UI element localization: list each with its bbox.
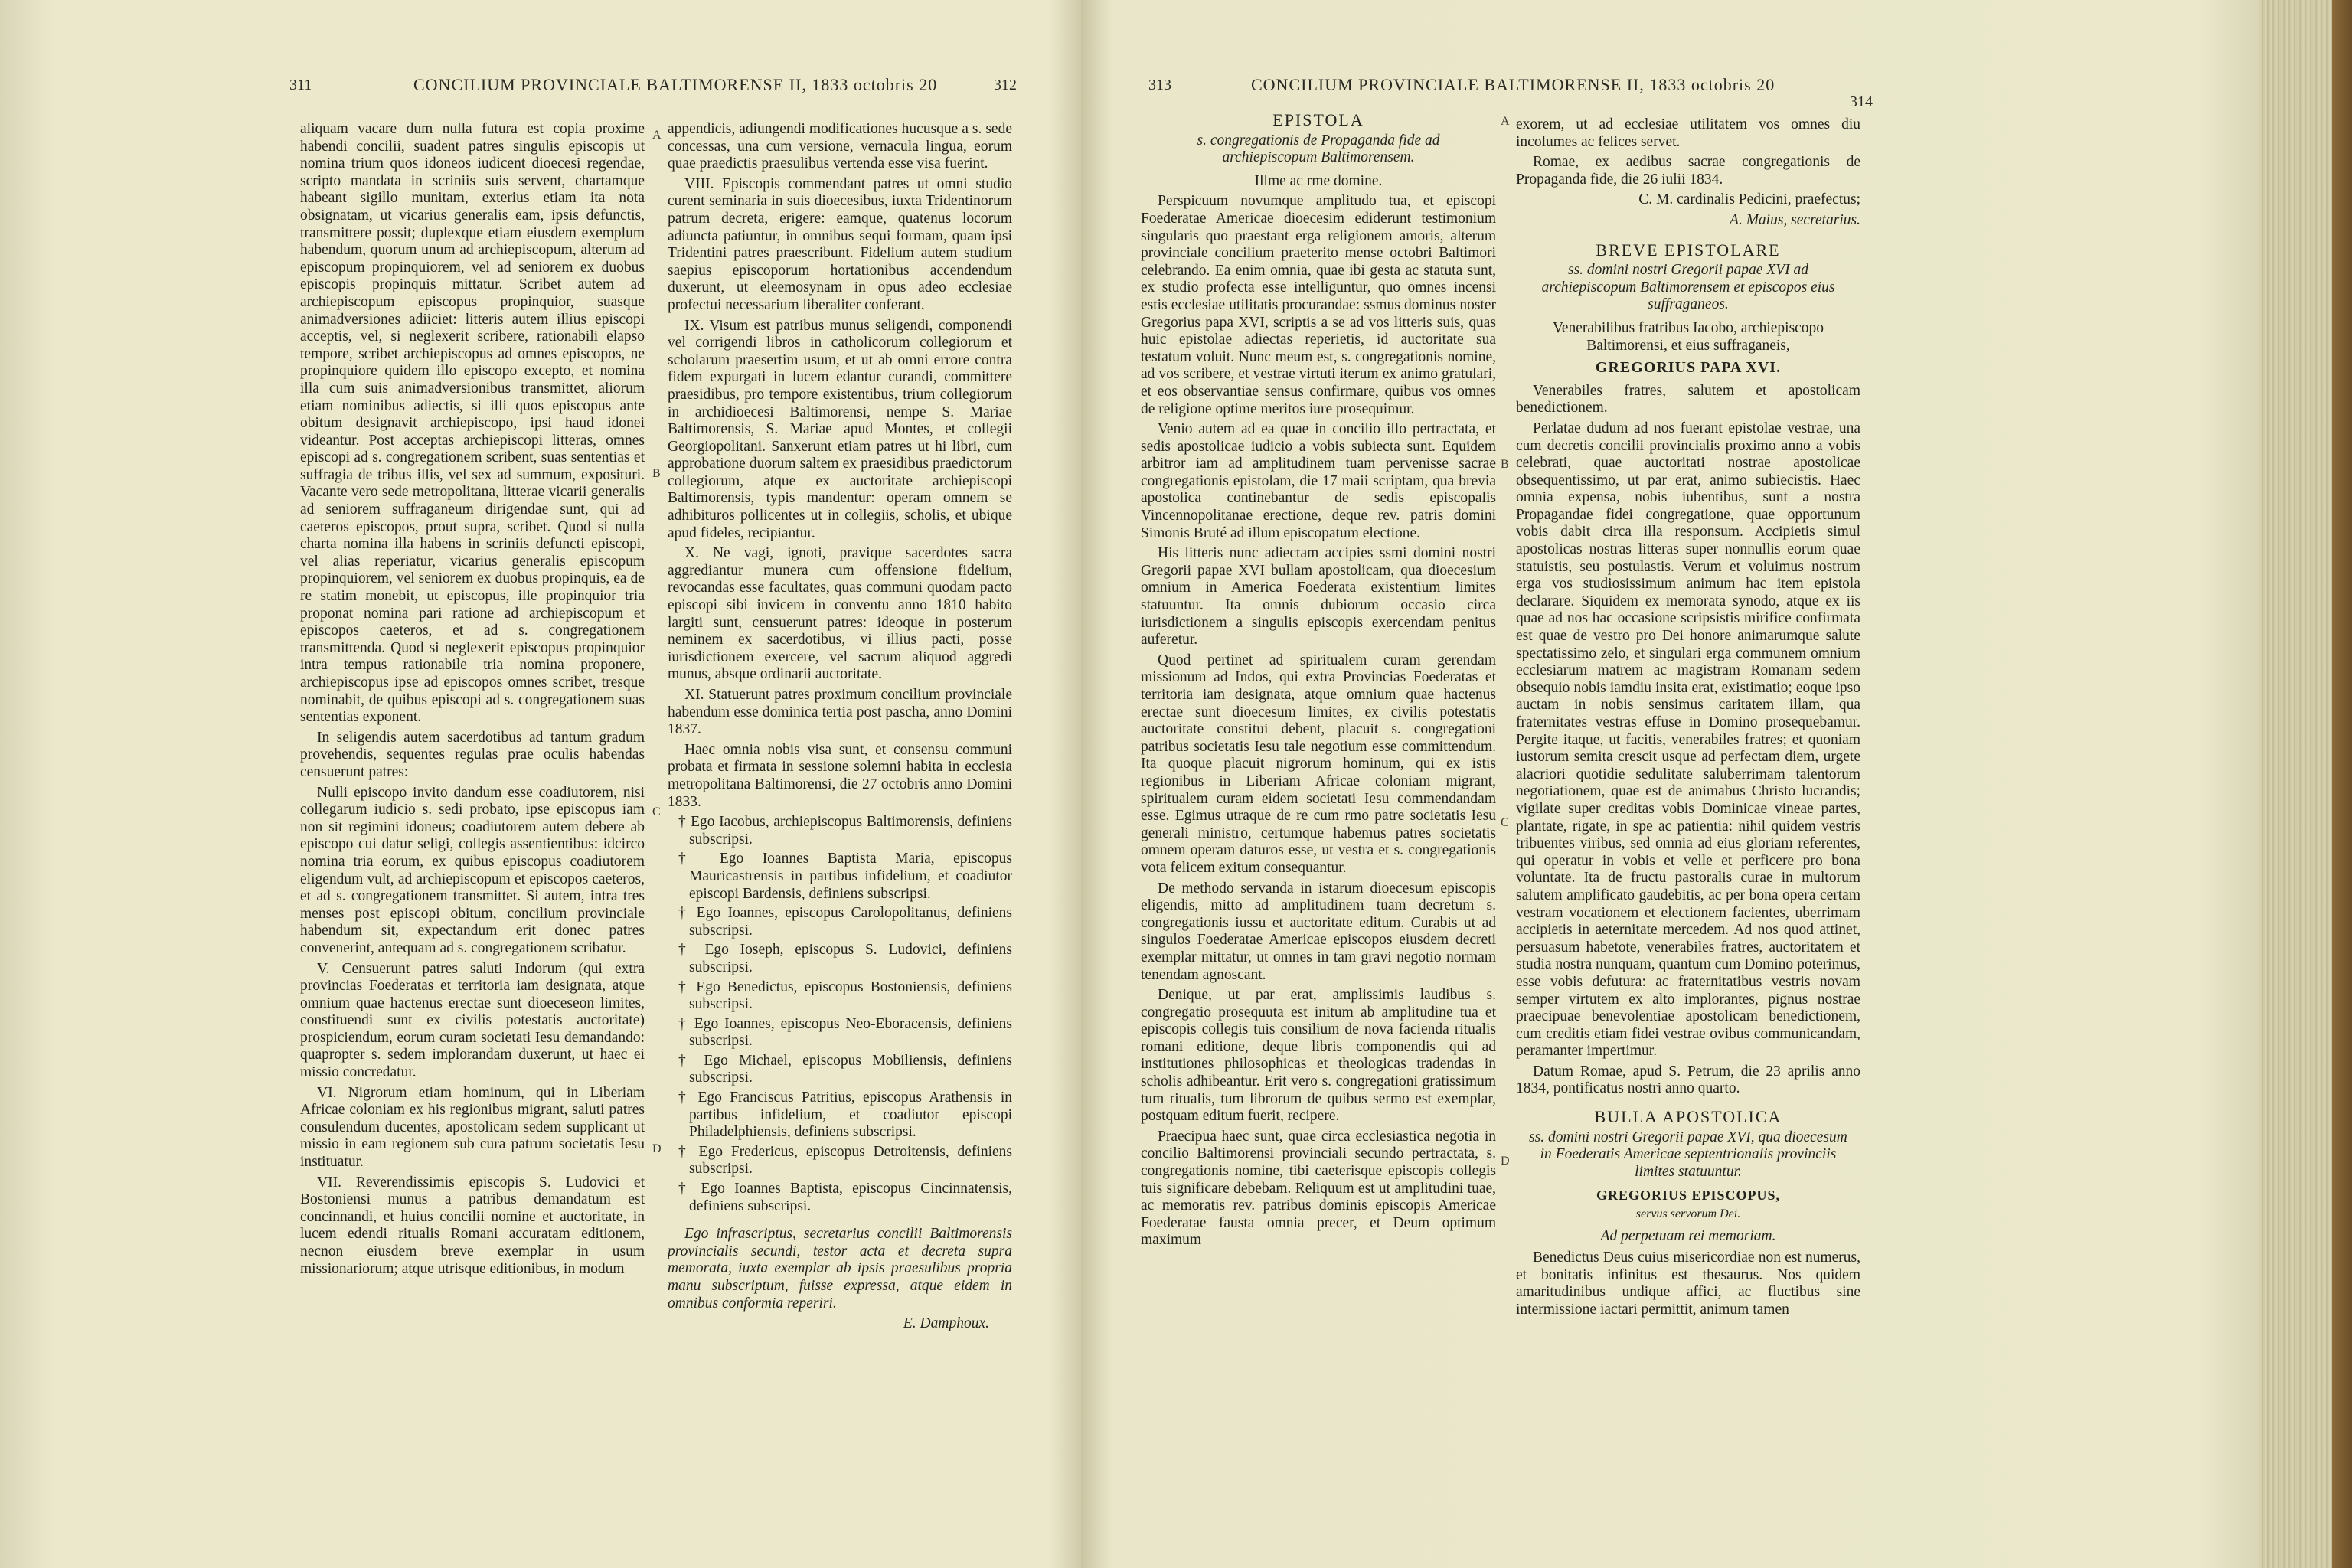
margin-letter: D bbox=[1501, 1155, 1510, 1168]
pope-heading: GREGORIUS PAPA XVI. bbox=[1595, 359, 1782, 377]
attestation: Ego infrascriptus, secretarius concilii Baltimorensis provincialis secundi, testor acta et decreta supra memorata, iuxta exemplar ab ipsis praesulibus propria manu subscriptum, fuisse expressa, atque eidem in omnibus conformia reperiri. bbox=[668, 1226, 1012, 1312]
paragraph: Denique, ut par erat, amplissimis laudibus s. congregatio prosequuta est initum ab amplitudine tua et episcopis collegis tuis consilium de nova facienda ritualis romani editione, deque libris componendis qui ad institutiones philosophicas et theologicas tradendas in scholis adhibeantur. Erit vero s. congregationi gratissimum tum ritualis, tum librorum de quibus sermo est exemplar, postquam editum fuerit, recipere. bbox=[1141, 987, 1496, 1125]
margin-letter: A bbox=[1501, 115, 1510, 128]
signature-line: † Ego Iacobus, archiepiscopus Baltimorensis, definiens subscripsi. bbox=[678, 814, 1012, 848]
paragraph: Benedictus Deus cuius misericordiae non est numerus, et bonitatis infinitus est thesaurus. Nos quidem amaritudinibus undique affici, ac fluctibus sine intermissione iactari permittit, animum tamen bbox=[1516, 1250, 1860, 1318]
margin-letter: B bbox=[652, 467, 661, 480]
paragraph: X. Ne vagi, ignoti, pravique sacerdotes sacra aggrediantur munera cum offensione fidelium, revocandas esse facultates, quas communi quodam pacto episcopi sibi invicem in conventu anno 1810 habito largiti sunt, censuerunt patres: ideoque in posterum neminem ex sacerdotibus, vi illius pacti, posse iurisdictionem exercere, vel sacrum aliquod aggredi munus, absque ordinarii auctoritate. bbox=[668, 545, 1012, 683]
page-number: 312 bbox=[994, 77, 1017, 93]
paragraph: VII. Reverendissimis episcopis S. Ludovici et Bostoniensi munus a patribus demandatum est concinnandi, et huius concilii nomine et auctoritate, in lucem edendi ritualis Romani accuratam editionem, necnon eiusdem breve exemplar in usum missionariorum; atque utrisque editionibus, in modum bbox=[300, 1174, 645, 1277]
paragraph: aliquam vacare dum nulla futura est copia proxime habendi concilii, suadent patres singulis episcopis ut nomina trium quos idoneos iudicent dioecesi regendae, scripto mandata in scriniis suis servent, chartamque habeant sigillo munitam, exterius etiam ita nota obsignatam, ut vicarius generalis eam, ipsis defunctis, transmittere possit; duplexque etiam eiusdem exemplum habendum, quorum unum ad archiepiscopum, alterum ad episcopum propinquiorem, vel ad seniorem ex duobus episcopis propinquis mittatur. Scribet autem ad archiepiscopum episcopus propinquior, suasque animadversiones adiiciet: litteris autem illius episcopi acceptis, vel, si neglexerit scribere, rationabili elapso tempore, scribet archiepiscopus ad omnes episcopos, ne propinquiore quidem illo episcopo excepto, et nomina illa cum suis animadversionibus transmittet, aliorum etiam nominibus adiectis, si illi quos episcopus ante obitum designavit archiepiscopo, ipsi haud idonei videantur. Post acceptas archiepiscopi litteras, omnes episcopi ad s. congregationem scribent, suas sententias et suffragia de tribus illis, vel sex ad summum, expositurі. Vacante vero sede metropolitana, litterae vicarii generalis ad seniorem suffraganeum dirigendae sunt, qui ad caeteros episcopos, prout supra, scribet. Quod si nulla charta nomina illa habens in scriniis defuncti episcopi, vel alias reperiatur, vicarius generalis episcopum propinquiorem, vel seniorem ex duobus propinquis, ea de re statim monebit, ut episcopus, ille propinquior tria proponat nomina pari ratione ad archiepiscopum et episcopos caeteros, et ad s. congregationem transmittenda. Quod si neglexerit episcopus propinquior intra tempus rationabile tria nomina proponere, archiepiscopus ipse ad episcopos omnes scribet, tresque nominabit, de quibus episcopi ad s. congregationem suas sententias exponent. bbox=[300, 121, 645, 726]
signature-line: † Ego Ioannes, episcopus Neo-Eboracensis, definiens subscripsi. bbox=[678, 1015, 1012, 1050]
paragraph: Quod pertinet ad spiritualem curam gerendam missionum ad Indos, qui extra Provincias Foederatas et territoria iam designata, atque omnium quae hactenus erectae sunt dioecesum limites, ex civilis potestatis auctoritate constitui debent, placuit s. congregationi patribus societatis Iesu tale negotium esse committendum. Ita quoque placuit nigrorum hominum, qui ex istis regionibus in Liberiam Africae coloniam migrant, spiritualem curam eidem societati Iesu commendandam esse. Egimus utraque de re cum rmo patre societatis Iesu generali ministro, certumque habemus patres societatis omnem operam daturos esse, ut vestra et s. congregationis vota felicem exitum consequantur. bbox=[1141, 652, 1496, 876]
paragraph: Haec omnia nobis visa sunt, et consensu communi probata et firmata in sessione solemni habita in ecclesia metropolitana Baltimorensi, die 27 octobris anno Domini 1833. bbox=[668, 741, 1012, 810]
signature-line: † Ego Ioannes Baptista Maria, episcopus Mauricastrensis in partibus infidelium, et coadiutor episcopi Bardensis, definiens subscripsi. bbox=[678, 851, 1012, 902]
running-head: CONCILIUM PROVINCIALE BALTIMORENSE II, 1833 octobris 20 bbox=[413, 75, 938, 94]
paragraph: De methodo servanda in istarum dioecesum episcopis eligendis, mitto ad amplitudinem tuam decretum s. congregationis iussu et auctoritate editum. Curabis ut ad singulos Foederatae Americae episcopos eiusdem decreti exemplar mittatur, ut omnes in tam gravi negotio normam tenendam agnoscant. bbox=[1141, 880, 1496, 983]
perpetuam-line: Ad perpetuam rei memoriam. bbox=[1600, 1227, 1776, 1244]
section-title: BULLA APOSTOLICA bbox=[1594, 1107, 1782, 1127]
signature-line: A. Maius, secretarius. bbox=[1730, 211, 1860, 228]
right-column-2 bbox=[1516, 116, 1860, 1322]
section-title: BREVE EPISTOLARE bbox=[1596, 240, 1781, 260]
date-line: Romae, ex aedibus sacrae congregationis de Propaganda fide, die 26 iulii 1834. bbox=[1516, 154, 1860, 188]
left-page bbox=[0, 0, 1081, 1568]
margin-letter: D bbox=[652, 1142, 662, 1155]
paragraph: Perspicuum novumque amplitudo tua, et episcopi Foederatae Americae dioecesim ediderunt testimonium singularis quo praestant erga religionem amoris, alterum provinciale concilium praeterito mense octobri Baltimori celebrando. Ea enim omnia, quae ibi gesta ac statuta sunt, ex studio profecta esse intelliguntur, quo omnes incensi estis ecclesiae utilitatis procurandae: ssmus dominus noster Gregorius papa XVI, scriptis a se ad vos litteris suis, quas huic epistolae adiectas reperietis, id auctoritate sua testatum voluit. Nunc meum est, s. congregationis nomine, ad vos scribere, et vestrae virtuti iterum ex animo gratulari, et eos observantiae sensus confirmare, quibus vos omnes de religione optime meritos iure prosequimur. bbox=[1141, 193, 1496, 417]
section-subtitle: ss. domini nostri Gregorii papae XVI, qua dioecesum in Foederatis Americae septentrionalis provinciis limites statuuntur. bbox=[1529, 1129, 1847, 1180]
signature-line: † Ego Ioseph, episcopus S. Ludovici, definiens subscripsi. bbox=[678, 942, 1012, 975]
page-number: 313 bbox=[1148, 77, 1171, 93]
paragraph: VIII. Episcopis commendant patres ut omni studio curent seminaria in suis dioecesibus, iuxta Tridentinorum patrum decreta, erigere: eamque, quatenus locorum adiuncta patiuntur, in omnibus sequi formam, quam ipsi Tridentini patres praescribunt. Fidelium autem studium saepius episcoporum hortationibus accendendum duxerunt, ut eleemosynam in opus adeo ecclesiae profectui necessarium liberaliter conferant. bbox=[668, 175, 1012, 313]
paragraph: Nulli episcopo invito dandum esse coadiutorem, nisi collegarum iudicio s. sedi probato, ipse episcopus iam non sit regimini idoneus; coadiutorem autem debere ab episcopo cui datur seligi, collegis assentientibus: idcirco nomina tria eorum, ex quibus episcopus coadiutorem eligendum vult, ad archiepiscopum et episcopos caeteros, et ad s. congregationem transmittet. Si autem, intra tres menses post episcopi obitum, concilium provinciale habendum sit, expectandum erit donec patres convenerint, antequam ad s. congregationem scribatur. bbox=[300, 784, 645, 956]
margin-letter: C bbox=[1501, 816, 1509, 829]
paragraph: Praecipua haec sunt, quae circa ecclesiastica negotia in concilio Baltimorensi provinciali secundo pertractata, s. congregationis nomine, tibi caeterisque episcopis collegis tuis significare debebam. Reliquum est ut amplitudini tuae, ac memoratis rev. patribus dominis episcopis Americae Foederatae fausta omnia precer, et Deum optimum maximum bbox=[1141, 1128, 1496, 1249]
salutation: Illme ac rme domine. bbox=[1254, 172, 1383, 189]
paragraph: His litteris nunc adiectam accipies ssmi domini nostri Gregorii papae XVI bullam apostolicam, qua dioecesium omnium in America Foederata existentium limites statuuntur. Ita omnis dubiorum occasio circa iurisdictionem a singulis episcopis exercendam penitus auferetur. bbox=[1141, 545, 1496, 648]
address: Venerabilibus fratribus Iacobo, archiepiscopo Baltimorensi, et eius suffraganeis, bbox=[1552, 319, 1824, 354]
paragraph: Perlatae dudum ad nos fuerant epistolae vestrae, una cum decretis concilii provincialis proximo anno a vobis celebrati, quae auctoritati nostrae apostolicae obsequentissimo, ut par erat, animo subiecistis. Haec omnia expensa, nobis iubentibus, sunt a nostra Propagandae fidei congregatione, quae opportunum vobis dabit circa illa responsum. Accipietis simul apostolicas nostras litteras super nonnullis eorum quae statuistis, seu postulastis. Verum et voluimus nostrum erga vos studiosissimum animum hac item epistola declarare. Siquidem ex memorata synodo, atque ex iis quae ad nos hac occasione scripsistis mirifice confirmata est quae de vestro pro Dei honore animarumque salute spectatissimo zelo, et singulari erga communem omnium ecclesiarum matrem ac magistram Romanam sedem obsequio nobis iamdiu insita erat, existimatio; eoque ipso auctam in nobis sensimus caritatem illam, qua fraternitates vestras effuse in Domino prosequebamur. Pergite itaque, ut facitis, venerabiles fratres; et quoniam iustorum semita crescit usque ad perfectam diem, urgete alacriori quotidie sedulitate saluberrimam talentorum negotiationem, quae est de animabus Christo lucrandis; vigilate super creditas vobis Dominicae vineae partes, plantate, rigate, in spe ac patientia: nihil quidem vestris tribuentes viribus, sed omnia ad eius gloriam referentes, qui operatur in vobis et velle et perficere pro bona voluntate. Ita de fructu pastoralis curae in multorum salutem amplificato gaudebitis, ac per bona opera certam vestram vocationem et electionem facientes, uberrimam accipietis in aeternitate mercedem. Ad nos quod attinet, persuasum habetote, venerabiles fratres, auctoritatem et studia nostra nunquam, quantum cum Domino poterimus, esse vobis defutura: ac fraternitatibus vestris novam semper virtutem ex alto implorantes, pignus nostrae praecipuae benevolentiae apostolicam benedictionem, cum creditis etiam fidei vestrae ovibus communicandam, peramanter impertimur. bbox=[1516, 420, 1860, 1060]
paragraph: VI. Nigrorum etiam hominum, qui in Liberiam Africae coloniam ex his regionibus migrant, saluti patres consulendum ducentes, apostolicam sedem supplicant ut missio in eam regionem sub cura patrum societatis Iesu instituatur. bbox=[300, 1084, 645, 1171]
paragraph: In seligendis autem sacerdotibus ad tantum gradum provehendis, sequentes regulas prae oculis habendas censuerunt patres: bbox=[300, 729, 645, 780]
right-page bbox=[1081, 0, 2259, 1568]
right-column-1 bbox=[1141, 107, 1496, 1253]
date-line: Datum Romae, apud S. Petrum, die 23 aprilis anno 1834, pontificatus nostri anno quarto. bbox=[1516, 1063, 1860, 1097]
paragraph: XI. Statuerunt patres proximum concilium provinciale habendum esse dominica tertia post pascha, anno Domini 1837. bbox=[668, 687, 1012, 738]
signature-line: † Ego Michael, episcopus Mobiliensis, definiens subscripsi. bbox=[678, 1052, 1012, 1086]
pope-heading: GREGORIUS EPISCOPUS, bbox=[1596, 1187, 1781, 1204]
left-column-1 bbox=[300, 121, 645, 1281]
section-subtitle: s. congregationis de Propaganda fide ad archiepiscopum Baltimorensem. bbox=[1197, 132, 1440, 166]
signature-line: † Ego Fredericus, episcopus Detroitensis, definiens subscripsi. bbox=[678, 1143, 1012, 1178]
section-subtitle: ss. domini nostri Gregorii papae XVI ad archiepiscopum Baltimorensem et episcopos eius suffraganeos. bbox=[1541, 262, 1835, 313]
margin-letter: B bbox=[1501, 458, 1509, 471]
left-column-2 bbox=[668, 121, 1012, 1336]
paragraph: appendicis, adiungendi modificationes hucusque a s. sede concessas, una cum versione, vernacula lingua, eorum quae praedictis praesulibus vertenda esse visa fuerint. bbox=[668, 121, 1012, 172]
page-edges bbox=[2259, 0, 2352, 1568]
margin-letter: C bbox=[652, 805, 661, 818]
signature-line: † Ego Ioannes, episcopus Carolopolitanus, definiens subscripsi. bbox=[678, 905, 1012, 939]
signature-line: † Ego Benedictus, episcopus Bostoniensis, definiens subscripsi. bbox=[678, 978, 1012, 1013]
attestation-signature: E. Damphoux. bbox=[903, 1315, 989, 1332]
signature-line: C. M. cardinalis Pedicini, praefectus; bbox=[1638, 191, 1860, 208]
paragraph: Venio autem ad ea quae in concilio illo pertractata, et sedis apostolicae iudicio a vobis subiecta sunt. Equidem arbitror iam ad amplitudinem tuam pervenisse sacrae congregationis epistolam, die 17 maii scriptam, qua brevia apostolica continebantur de sedis episcopalis Vincennopolitanae erectione, deque rev. patris domini Simonis Bruté ad illum episcopatum electione. bbox=[1141, 421, 1496, 541]
margin-letter: A bbox=[652, 129, 662, 142]
page-number: 311 bbox=[289, 77, 312, 93]
paragraph: IX. Visum est patribus munus seligendi, componendi vel corrigendi libros in catholicorum collegiorum et scholarum praesertim usum, et ut ab omni errore contra fidem expurgati in lucem edantur curandi, committere praesidibus, pro tempore existentibus, trium collegiorum in archidioecesi Baltimorensi, nempe S. Mariae Baltimorensis, S. Mariae apud Montes, et collegii Georgiopolitani. Sanxerunt etiam patres ut hi libri, cum approbatione duorum saltem ex praesidibus praedictorum collegiorum, atque ex auctoritate archiepiscopi Baltimorensis, typis mandentur: operam omnem se adhibituros pollicentes ut in collegiis, scholis, et ubique apud fideles, recipiantur. bbox=[668, 317, 1012, 541]
signature-line: † Ego Franciscus Patritius, episcopus Arathensis in partibus infidelium, et coadiutor episcopi Philadelphiensis, definiens subscripsi. bbox=[678, 1089, 1012, 1141]
paragraph: exorem, ut ad ecclesiae utilitatem vos omnes diu incolumes ac felices servet. bbox=[1516, 116, 1860, 150]
servus-line: servus servorum Dei. bbox=[1635, 1207, 1741, 1221]
paragraph: V. Censuerunt patres saluti Indorum (qui extra provincias Foederatas et territoria iam designata, atque omnium quae hactenus erectae sunt dioeceseon limites, constituendi sunt ex civilis potestatis auctoritate) prospiciendum, eorum curam societati Iesu demandando: quapropter s. sedem implorandam duxerunt, ut haec ei missio concredatur. bbox=[300, 960, 645, 1081]
greeting: Venerabiles fratres, salutem et apostolicam benedictionem. bbox=[1516, 382, 1860, 416]
page-number: 314 bbox=[1850, 93, 1873, 110]
running-head: CONCILIUM PROVINCIALE BALTIMORENSE II, 1833 octobris 20 bbox=[1251, 75, 1775, 94]
section-title: EPISTOLA bbox=[1272, 110, 1364, 129]
signature-line: † Ego Ioannes Baptista, episcopus Cincinnatensis, definiens subscripsi. bbox=[678, 1181, 1012, 1214]
